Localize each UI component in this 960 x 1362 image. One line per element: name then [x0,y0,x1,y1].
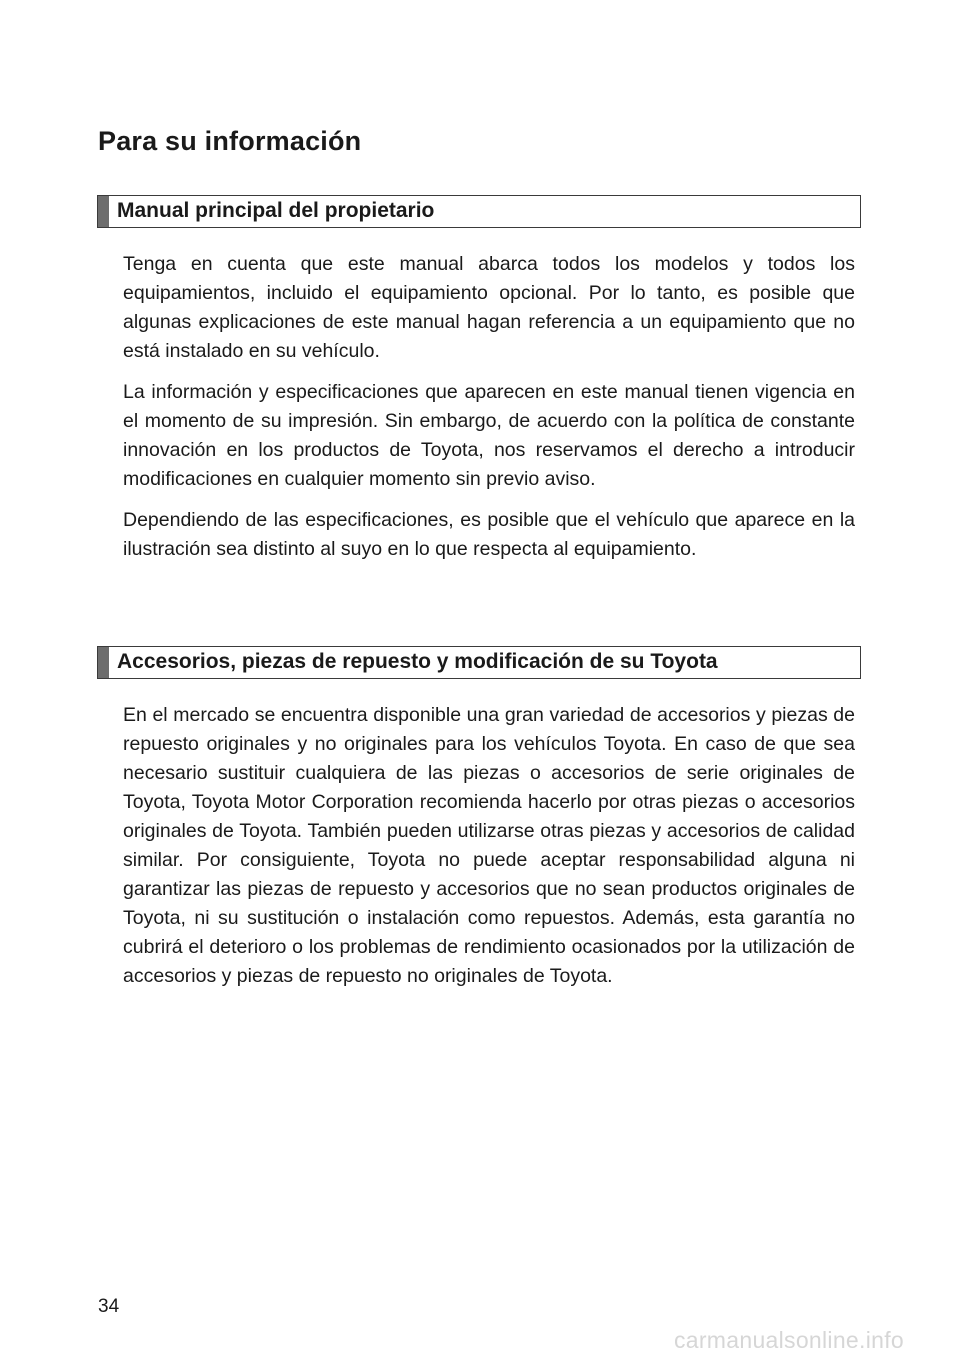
section-heading: Manual principal del propietario [117,199,435,222]
section-header-bar [98,647,109,678]
page-number: 34 [98,1296,120,1317]
section-body-owners-manual [123,250,855,576]
section-body-accessories [123,701,855,1003]
paragraph: En el mercado se encuentra disponible una gran variedad de accesorios y piezas de repuesto originales y no originales para los vehículos Toyota. En caso de que sea necesario sustituir cualquiera de las piezas o accesorios de serie originales de Toyota, Toyota Motor Corporation recomienda hacerlo por otras piezas o accesorios originales de Toyota. También pueden utilizarse otras piezas y accesorios de calidad similar. Por consiguiente, Toyota no puede aceptar responsabilidad alguna ni garantizar las piezas de repuesto y accesorios que no sean productos originales de Toyota, ni su sustitución o instalación como repuestos. Además, esta garantía no cubrirá el deterioro o los problemas de rendimiento ocasionados por la utilización de accesorios y piezas de repuesto no originales de Toyota. [123,704,855,987]
paragraph: Dependiendo de las especificaciones, es posible que el vehículo que aparece en la ilustración sea distinto al suyo en lo que respecta al equipamiento. [123,509,855,560]
section-header-owners-manual [97,195,861,228]
section-heading: Accesorios, piezas de repuesto y modificación de su Toyota [117,650,718,673]
paragraph: La información y especificaciones que aparecen en este manual tienen vigencia en el momento de su impresión. Sin embargo, de acuerdo con la política de constante innovación en los productos de Toyota, nos reservamos el derecho a introducir modificaciones en cualquier momento sin previo aviso. [123,381,855,490]
section-header-accessories [97,646,861,679]
page-title: Para su información [98,126,362,156]
paragraph: Tenga en cuenta que este manual abarca todos los modelos y todos los equipamientos, incluido el equipamiento opcional. Por lo tanto, es posible que algunas explicaciones de este manual hagan referencia a un equipamiento que no está instalado en su vehículo. [123,253,855,362]
watermark: carmanualsonline.info [673,1327,904,1353]
section-header-bar [98,196,109,227]
